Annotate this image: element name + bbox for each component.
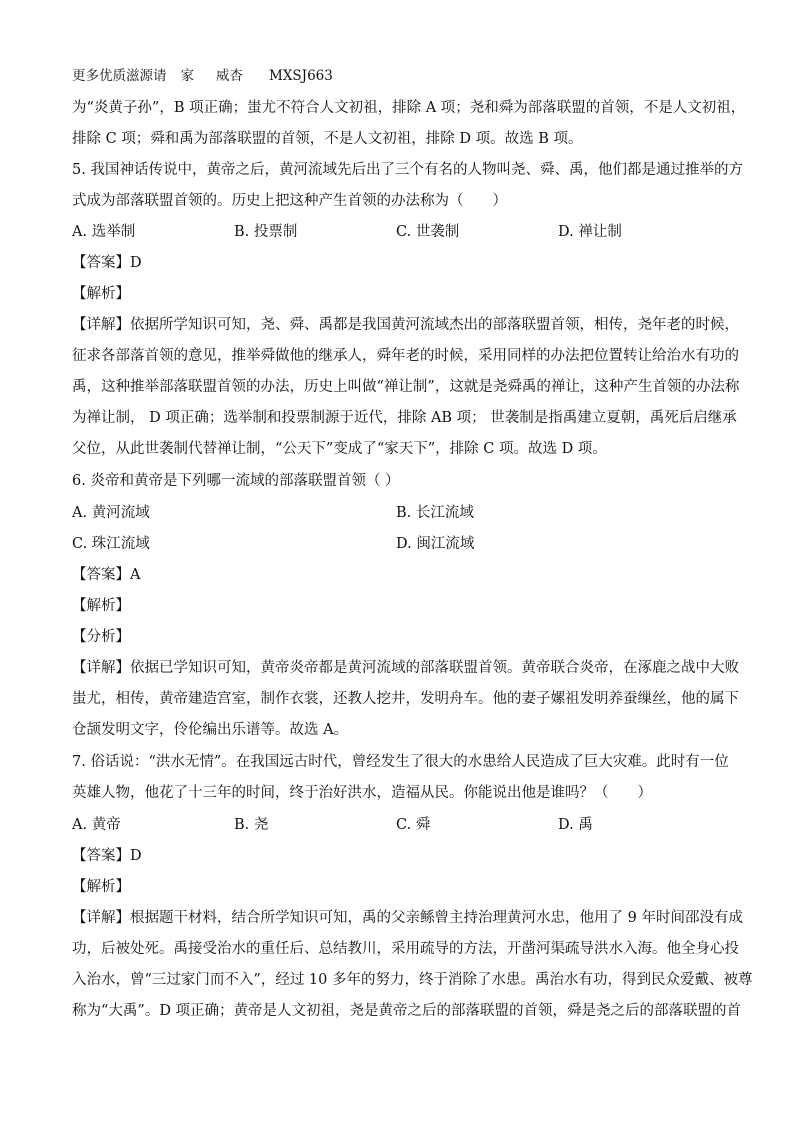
- explanation-line: 【详解】依据所学知识可知，尧、舜、禹都是我国黄河流域杰出的部落联盟首领，相传，尧年老的时候，: [72, 317, 739, 333]
- explanation-line: 仓颉发明文字，伶伦编出乐谱等。故选 A。: [72, 722, 349, 738]
- question-7-text: 英雄人物，他花了十三年的时间，终于治好洪水，造福从民。你能说出他是谁吗？（ ）: [72, 785, 652, 801]
- analysis-label: 【解析】: [72, 598, 130, 614]
- q5-option-c: C. 世袭制: [396, 224, 460, 240]
- q7-option-c: C. 舜: [396, 817, 431, 833]
- q7-option-b: B. 尧: [234, 817, 269, 833]
- header-code: MXSJ663: [269, 68, 333, 84]
- q7-option-a: A. 黄帝: [72, 817, 121, 833]
- analysis-label: 【解析】: [72, 286, 130, 302]
- explanation-line: 征求各部落首领的意见，推举舜做他的继承人，舜年老的时候，采用同样的办法把位置转让给治水有功的: [72, 348, 739, 364]
- question-6-text: 6. 炎帝和黄帝是下列哪一流域的部落联盟首领（ ）: [72, 473, 400, 489]
- explanation-line: 称为“大禹”。D 项正确；黄帝是人文初祖，尧是黄帝之后的部落联盟的首领，舜是尧之后的部落联盟的首: [72, 1003, 742, 1019]
- analysis-label: 【分析】: [72, 629, 130, 645]
- explanation-line: 禹，这种推举部落联盟首领的办法，历史上叫做“禅让制”，这就是尧舜禹的禅让，这种产生首领的办法称: [72, 379, 740, 395]
- question-7-text: 7. 俗话说：“洪水无情”。在我国远古时代，曾经发生了很大的水患给人民造成了巨大灾难。此时有一位: [72, 754, 729, 770]
- q5-option-a: A. 选举制: [72, 224, 136, 240]
- header-text-3: 威杏: [216, 68, 243, 84]
- page-header: [72, 66, 333, 86]
- explanation-line: 【详解】根据题干材料，结合所学知识可知，禹的父亲鲧曾主持治理黄河水忠，他用了 9 年时间邵没有成: [72, 910, 743, 926]
- header-text-1: 更多优质滋源请: [72, 68, 167, 84]
- q6-option-d: D. 闽江流域: [396, 536, 475, 552]
- question-5-text: 式成为部落联盟首领的。历史上把这种产生首领的办法称为（ ）: [72, 193, 507, 209]
- q6-option-c: C. 珠江流域: [72, 536, 150, 552]
- paragraph-line: 排除 C 项；舜和禹为部落联盟的首领，不是人文初祖，排除 D 项。故选 B 项。: [72, 131, 583, 147]
- answer-label: 【答案】A: [72, 567, 141, 583]
- explanation-line: 【详解】依据已学知识可知，黄帝炎帝都是黄河流域的部落联盟首领。黄帝联合炎帝，在涿鹿之战中大败: [72, 660, 739, 676]
- explanation-line: 为禅让制， D 项正确；选举制和投票制源于近代，排除 AB 项； 世袭制是指禹建立夏朝，禹死后启继承: [72, 410, 737, 426]
- q7-option-d: D. 禹: [558, 817, 593, 833]
- question-5-text: 5. 我国神话传说中，黄帝之后，黄河流域先后出了三个有名的人物叫尧、舜、禹，他们都是通过推举的方: [72, 162, 743, 178]
- explanation-line: 父位，从此世袭制代替禅让制，“公天下”变成了“家天下”，排除 C 项。故选 D 项。: [72, 441, 607, 457]
- paragraph-line: 为“炎黄子孙”，B 项正确；蚩尤不符合人文初祖，排除 A 项；尧和舜为部落联盟的首领，不是人文初祖，: [72, 100, 746, 116]
- q6-option-a: A. 黄河流域: [72, 505, 150, 521]
- q5-option-b: B. 投票制: [234, 224, 298, 240]
- explanation-line: 蚩尤，相传，黄帝建造宫室，制作衣裳，还教人挖井，发明舟车。他的妻子嫘祖发明养蚕缫丝，他的属下: [72, 691, 739, 707]
- header-text-2: 家: [180, 68, 194, 84]
- explanation-line: 功，后被处死。禹接受治水的重任后、总结教川，采用疏导的方法，开凿河渠疏导洪水入海。他全身心投: [72, 941, 739, 957]
- answer-label: 【答案】D: [72, 255, 142, 271]
- explanation-line: 入治水，曾“三过家门而不入”，经过 10 多年的努力，终于消除了水患。禹治水有功，得到民众爱戴、被尊: [72, 972, 753, 988]
- q6-option-b: B. 长江流域: [396, 505, 474, 521]
- answer-label: 【答案】D: [72, 848, 142, 864]
- q5-option-d: D. 禅让制: [558, 224, 622, 240]
- analysis-label: 【解析】: [72, 879, 130, 895]
